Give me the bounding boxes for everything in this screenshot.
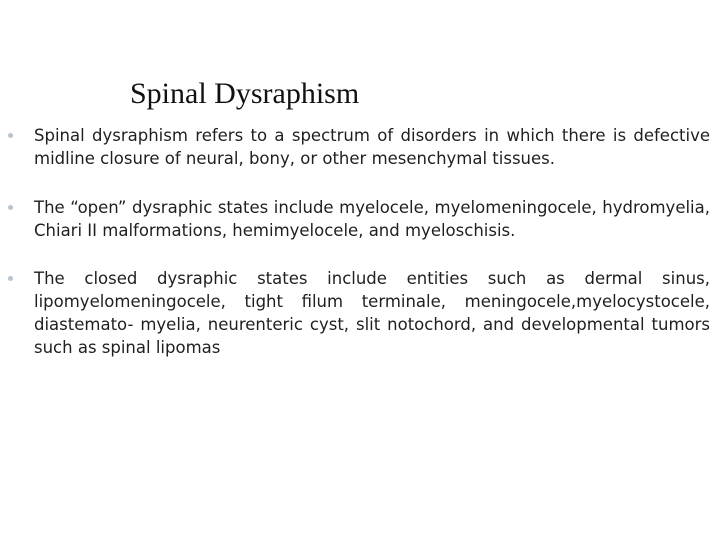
bullet-text: The “open” dysraphic states include myelocele, myelomeningocele, hydromyelia, Chiari II malformations, hemimyelocele, and myeloschisis. bbox=[34, 198, 710, 240]
bullet-dot-icon bbox=[8, 205, 13, 210]
bullet-dot-icon bbox=[8, 133, 13, 138]
bullet-dot-icon bbox=[8, 276, 13, 281]
bullet-text: Spinal dysraphism refers to a spectrum of disorders in which there is defective midline closure of neural, bony, or other mesenchymal tissues. bbox=[34, 126, 710, 168]
slide-title: Spinal Dysraphism bbox=[130, 77, 360, 110]
bullet-text: The closed dysraphic states include entities such as dermal sinus, lipomyelomeningocele, tight filum terminale, meningocele,myelocystocele, diastemato- myelia, neurenteric cyst, slit notochord, and developmental tumors such as spinal lipomas bbox=[34, 269, 710, 357]
bullet-item-open-dysraphic-states bbox=[8, 196, 710, 242]
bullet-item-spinal-dysraphism-definition bbox=[8, 124, 710, 170]
bullet-list bbox=[8, 124, 710, 385]
bullet-item-closed-dysraphic-states bbox=[8, 267, 710, 359]
